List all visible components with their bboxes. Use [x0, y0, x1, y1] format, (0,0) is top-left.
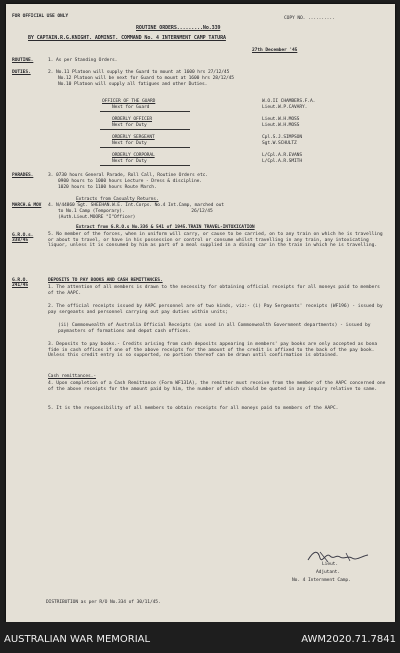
- routine-label: ROUTINE.: [12, 58, 34, 63]
- security-marking: FOR OFFICIAL USE ONLY: [12, 14, 68, 19]
- gro2-heading: DEPOSITS TO PAY BOOKS AND CASH REMITTANCES.: [48, 278, 163, 283]
- duty-name: W.O.II CHAMBERS.F.A.: [262, 99, 316, 104]
- gro2-paragraph: (ii) Commonwealth of Australia Official Receipts (as used in all Commonwealth Government departments) - issued by paymasters of formations and depot cash offices.: [58, 323, 371, 334]
- duty-role: Next for Duty: [112, 141, 147, 146]
- march-line: 4. N/44860 Sgt. SHEEHAN.W.E. Int.Corps. No.4 Int.Camp, marched out: [48, 203, 224, 208]
- duty-role: ORDERLY SERGEANT: [112, 135, 155, 140]
- divider: [100, 165, 190, 166]
- duty-name: Sgt.W.SCHULTZ: [262, 141, 297, 146]
- gro2-paragraph: 2. The official receipts issued by AAPC personnel are of two kinds, viz:- (i) Pay Sergeants' receipts (WF196) - issued by pay sergeants and personnel carrying out pay duties within units;: [48, 304, 383, 315]
- document-page: [6, 4, 395, 622]
- handwritten-signature: [306, 546, 376, 566]
- duty-role: ORDERLY OFFICER: [112, 117, 152, 122]
- duty-role: ORDERLY CORPORAL: [112, 153, 155, 158]
- divider: [100, 147, 190, 148]
- duties-line: No.10 Platoon will supply all fatigues and other Duties.: [58, 82, 208, 87]
- document-title: ROUTINE ORDERS.........No.339: [136, 25, 221, 31]
- parades-line: 0900 hours to 1000 hours Lecture - Dress & discipline.: [58, 179, 202, 184]
- duties-line: 2. No.11 Platoon will supply the Guard to mount at 1600 hrs 27/12/45: [48, 70, 230, 75]
- duty-name: Lieut.W.H.MOSS: [262, 117, 300, 122]
- duty-role: Next for Duty: [112, 159, 147, 164]
- gro2-paragraph: 3. Deposits to pay books.- Credits arising from cash deposits appearing in members' pay books are only accepted as bona fide in cash offices if one of the above receipts for the amount of the credit is affixed to the back of the pay book. Unless this credit entry is so supported, no portion thereof can be drawn until confirmation is obtained.: [48, 342, 378, 359]
- parades-line: 1020 hours to 1100 hours Route March.: [58, 185, 157, 190]
- duty-name: L/Cpl.A.R.EVANS: [262, 153, 302, 158]
- document-date: 27th December '45: [252, 48, 298, 53]
- duty-role: Next for Duty: [112, 123, 147, 128]
- distribution-line: DISTRIBUTION as per R/O No.334 of 30/11/45.: [46, 600, 161, 605]
- duties-label: DUTIES.: [12, 70, 31, 75]
- gro2-paragraph: 5. It is the responsibility of all members to obtain receipts for all moneys paid to members of the AAPC.: [48, 406, 339, 411]
- copy-number: COPY NO. ..........: [284, 16, 335, 21]
- footer-institution: AUSTRALIAN WAR MEMORIAL: [4, 634, 151, 645]
- march-heading: Extracts from Casualty Returns.: [76, 197, 159, 202]
- march-line: to No.1 Camp (Temporary). 26/12/45: [58, 209, 213, 214]
- duty-name: Cpl.S.J.SIMPSON: [262, 135, 302, 140]
- gro-text: 5. No member of the forces, when in uniform will carry, or cause to be carried, on to any train on which he is travelling or about to travel, or have in his possession or control or consume whilst travelling in any train, any intoxicating liquor, unless it is consumed by him as part of a meal supplied in a dining car in the train in which he is travelling.: [48, 232, 383, 249]
- signature-rank: Lieut.: [322, 562, 338, 567]
- signature-title: Adjutant.: [316, 570, 340, 575]
- duty-name: Lieut.W.P.CAVARY.: [262, 105, 308, 110]
- gro2-label: G.R.O. 241/45: [12, 278, 28, 289]
- routine-text: 1. As per Standing Orders.: [48, 58, 118, 63]
- divider: [100, 129, 190, 130]
- divider: [100, 111, 190, 112]
- signature-unit: No. 4 Internment Camp.: [292, 578, 351, 583]
- by-line: BY CAPTAIN.R.G.KNIGHT. ADMINST. COMMAND No. 4 INTERNMENT CAMP TATURA: [28, 35, 226, 41]
- duty-name: Lieut.W.H.MOSS: [262, 123, 300, 128]
- duty-role: OFFICER OF THE GUARD: [102, 99, 156, 104]
- gro2-paragraph: 4. Upon completion of a Cash Remittance (Form WF131A), the remitter must receive from the member of the AAPC concerned one of the above receipts for the amount paid by him, the number of which should be quoted in any inquiry relative to same.: [48, 381, 386, 392]
- march-line: (Auth.Lieut.MOORE "I"Officer): [58, 215, 136, 220]
- duty-role: Next for Guard: [112, 105, 150, 110]
- gro-label: G.R.O.s. 338/45: [12, 233, 34, 244]
- archive-footer: [0, 622, 400, 653]
- parades-label: PARADES.: [12, 173, 34, 178]
- footer-accession-number: AWM2020.71.7841: [301, 634, 396, 645]
- parades-line: 3. 0730 hours General Parade, Roll Call, Routine Orders etc.: [48, 173, 208, 178]
- gro-heading: Extract from G.R.O.s No.336 & 541 of 1945.TRAIN TRAVEL-INTOXICATION: [76, 225, 255, 230]
- gro2-paragraph: 1. The attention of all members is drawn to the necessity for obtaining official receipts for all moneys paid to members of the AAPC.: [48, 285, 380, 296]
- march-label: MARCH.& MOV: [12, 203, 42, 208]
- duties-line: No.12 Platoon will be next for Guard to mount at 1600 hrs 28/12/45: [58, 76, 234, 81]
- gro2-subheading: Cash remittances.-: [48, 374, 96, 379]
- duty-name: L/Cpl.A.R.SMITH: [262, 159, 302, 164]
